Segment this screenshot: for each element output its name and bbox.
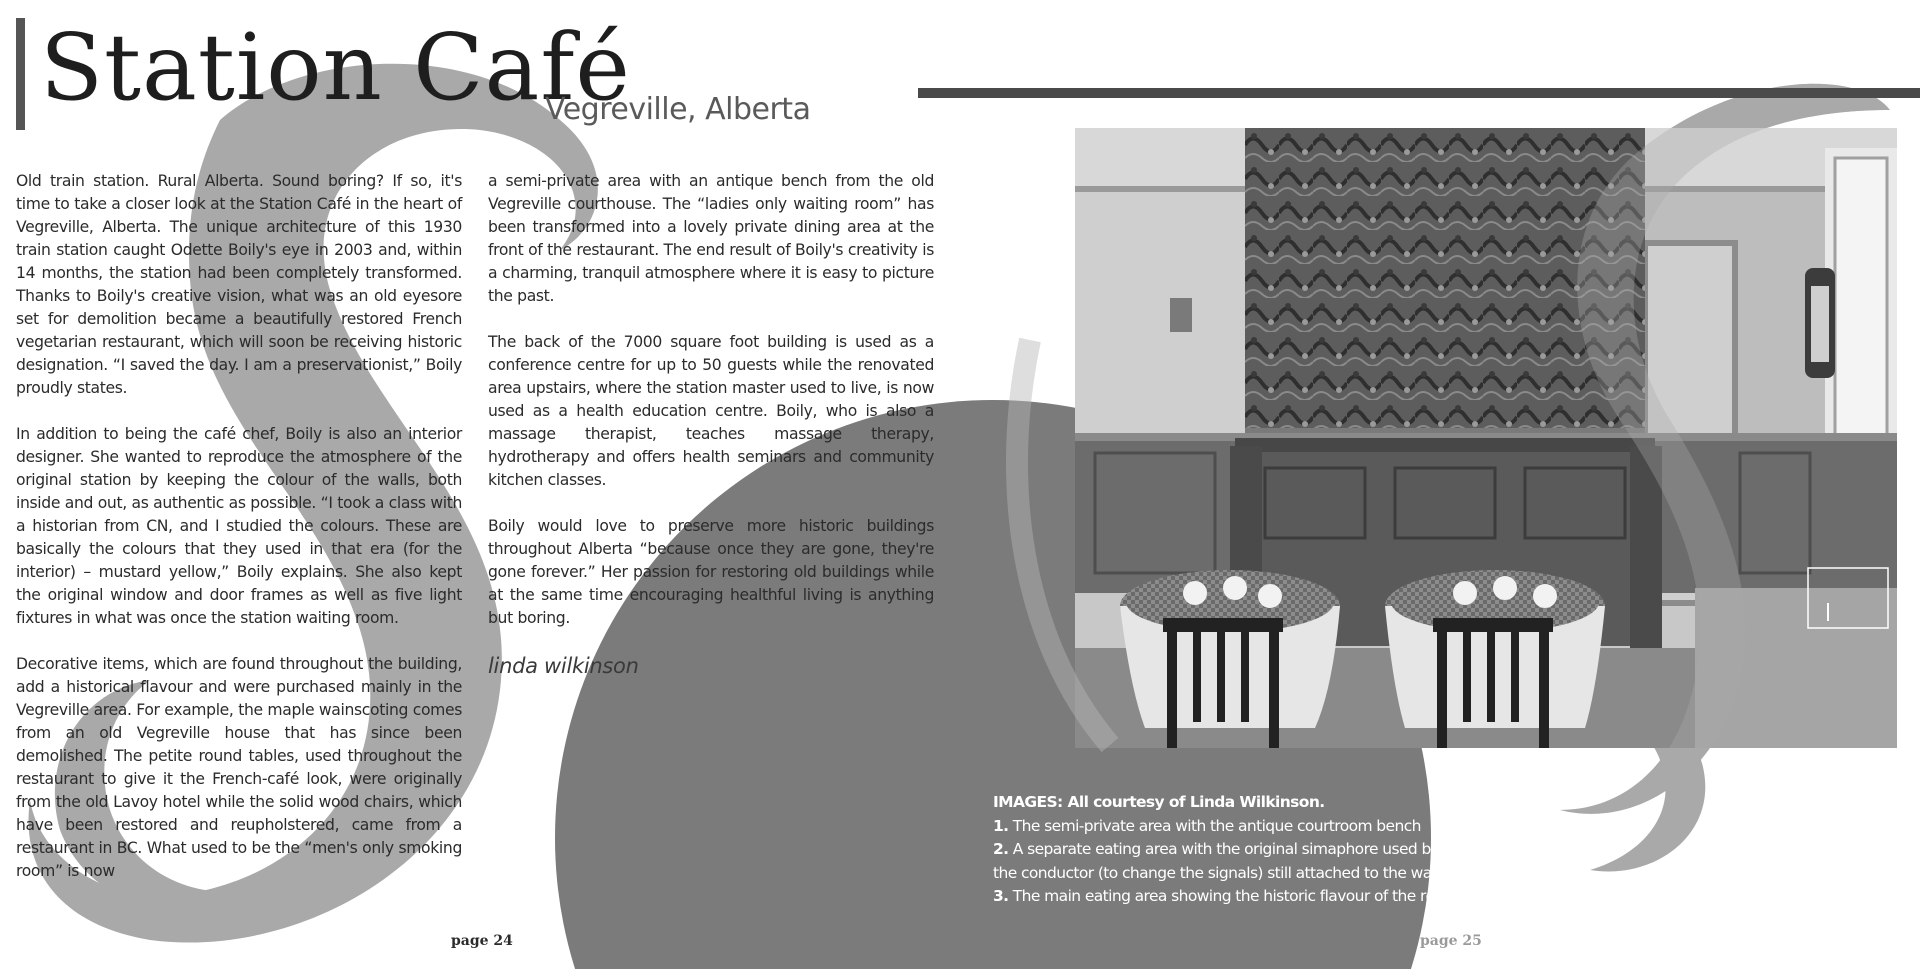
article-column-2 <box>488 170 934 702</box>
caption-text: A separate eating area with the original simaphore used by <box>1008 840 1440 858</box>
article-location: Vegreville, Alberta <box>545 92 811 127</box>
paragraph: Decorative items, which are found throughout the building, add a historical flavour and were purchased mainly in the Vegreville area. For example, the maple wainscoting comes from an old Vegreville house that has since been demolished. The petite round tables, used throughout the restaurant to give it the French-café look, were originally from the old Lavoy hotel while the solid wood chairs, which have been restored and reupholstered, came from a restaurant in BC. What used to be the “men's only smoking room” is now <box>16 655 462 880</box>
caption-line <box>993 862 1463 886</box>
caption-line <box>993 885 1495 909</box>
caption-text: The main eating area showing the historic flavour of the restaurant <box>1008 887 1495 905</box>
paragraph: The back of the 7000 square foot building is used as a conference centre for up to 50 guests while the renovated area upstairs, where the station master used to live, is now used as a health education centre. Boily, who is also a massage therapist, teaches massage therapy, hydrotherapy and offers health seminars and community kitchen classes. <box>488 333 934 489</box>
article-column-1 <box>16 170 462 906</box>
title-accent-bar <box>16 18 25 130</box>
author-byline: linda wilkinson <box>488 654 639 678</box>
page-number-right: page 25 <box>1420 933 1482 949</box>
restaurant-interior-illustration <box>1075 128 1897 748</box>
article-title: Station Café <box>40 14 631 121</box>
caption-text: The semi-private area with the antique courtroom bench <box>1008 816 1421 835</box>
image-captions <box>993 791 1495 909</box>
caption-number: 2. <box>993 840 1009 858</box>
caption-line <box>993 815 1463 839</box>
paragraph: In addition to being the café chef, Boily is also an interior designer. She wanted to reproduce the atmosphere of the original station by keeping the colour of the walls, both inside and out, as authentic as possible. “I took a class with a historian from CN, and I studied the colours. These are basically the colours that they used in that era (for the interior) – mustard yellow,” Boily explains. She also kept the original window and door frames as well as five light fixtures in what was once the station waiting room. <box>16 425 462 627</box>
top-rule <box>918 88 1920 98</box>
caption-number: 1. <box>993 816 1009 835</box>
paragraph: a semi-private area with an antique bench from the old Vegreville courthouse. The “ladies only waiting room” has been transformed into a lovely private dining area at the front of the restaurant. The end result of Boily's creativity is a charming, tranquil atmosphere where it is easy to picture the past. <box>488 172 934 305</box>
page-number-left: page 24 <box>451 933 513 949</box>
caption-number: 3. <box>993 887 1009 905</box>
paragraph: Boily would love to preserve more historic buildings throughout Alberta “because once they are gone, they're gone forever.” Her passion for restoring old buildings while at the same time encouraging healthful living is anything but boring. <box>488 517 934 627</box>
caption-line <box>993 838 1463 862</box>
caption-heading: IMAGES: All courtesy of Linda Wilkinson. <box>993 793 1325 811</box>
restaurant-photo <box>1075 128 1897 748</box>
caption-text: the conductor (to change the signals) still attached to the wall <box>993 863 1440 882</box>
paragraph: Old train station. Rural Alberta. Sound boring? If so, it's time to take a closer look at the Station Café in the heart of Vegreville, Alberta. The unique architecture of this 1930 train station caught Odette Boily's eye in 2003 and, within 14 months, the station had been completely transformed. Thanks to Boily's creative vision, what was an old eyesore set for demolition became a beautifully restored French vegetarian restaurant, which will soon be receiving historic designation. “I saved the day. I am a preservationist,” Boily proudly states. <box>16 172 462 397</box>
